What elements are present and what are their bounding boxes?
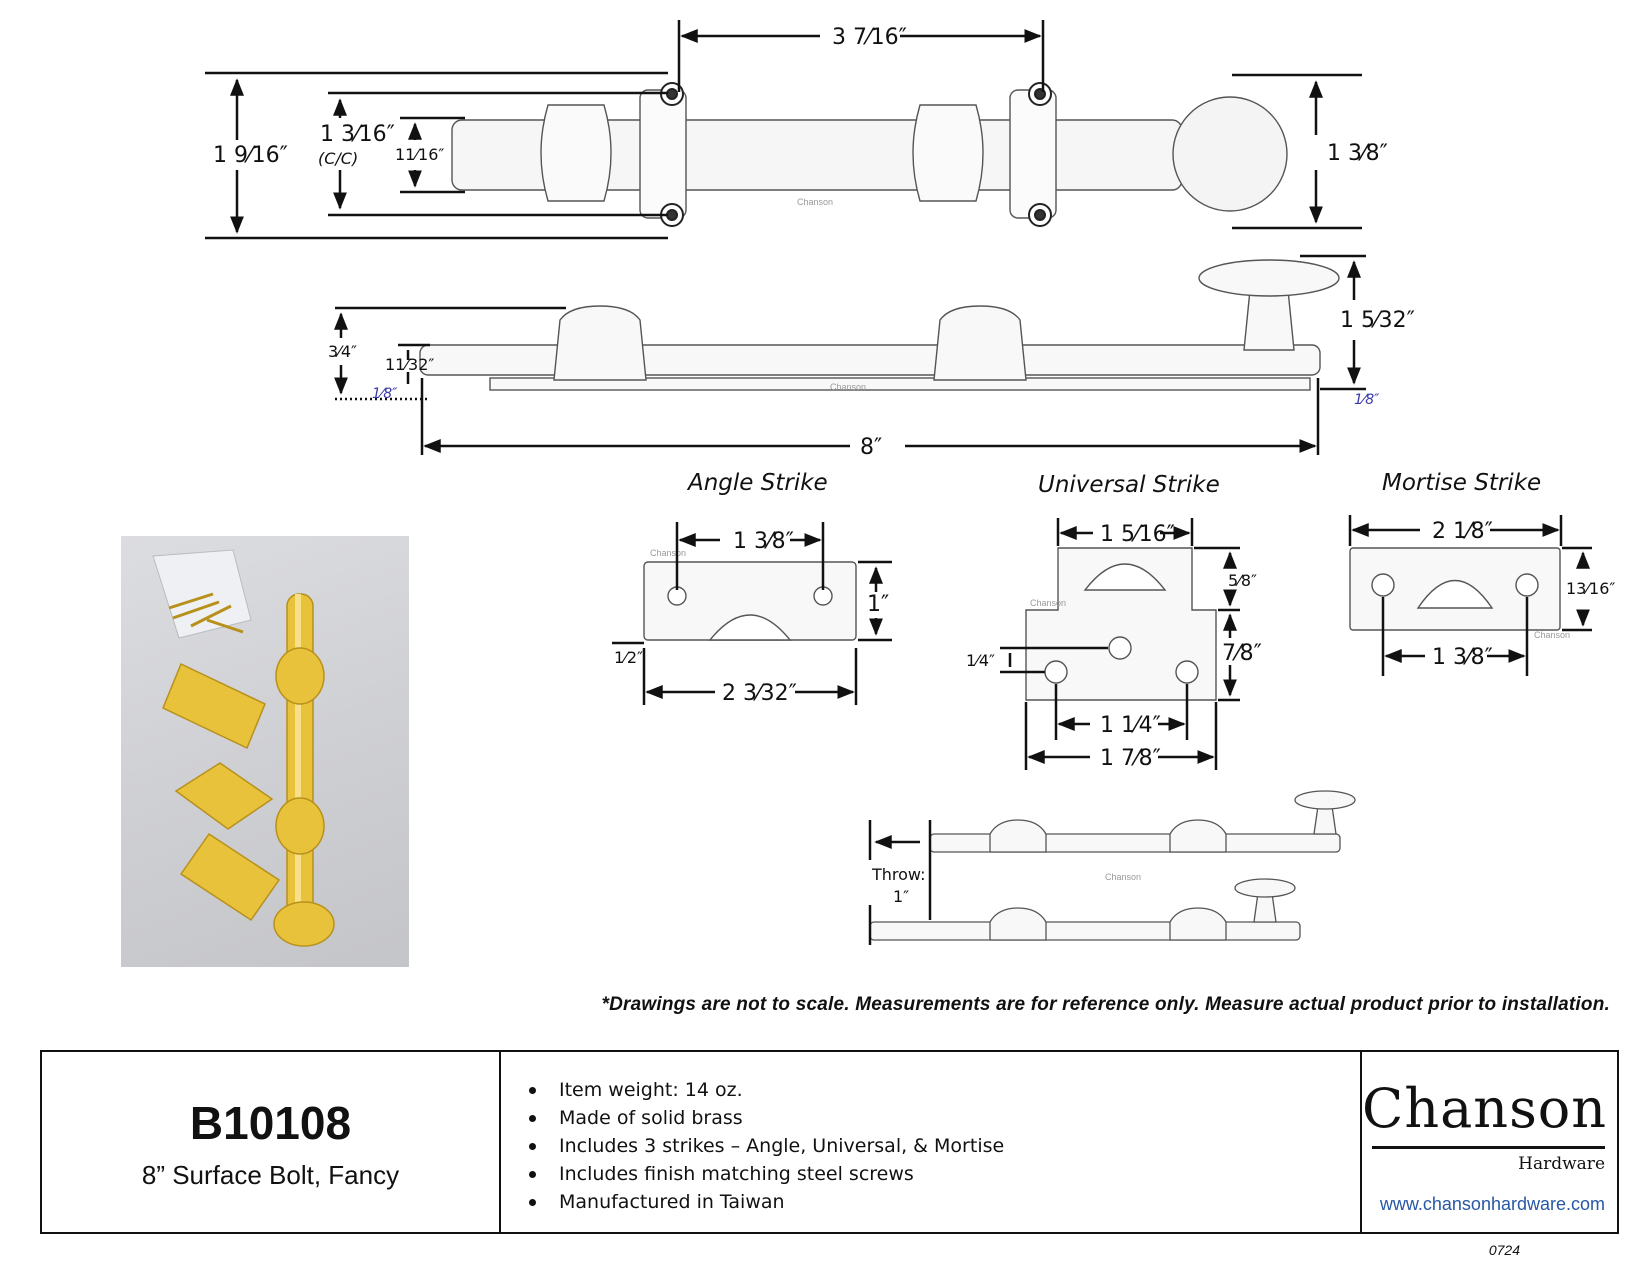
feature-text: Made of solid brass xyxy=(559,1107,743,1129)
dim-hole-spacing: 3 7⁄16″ xyxy=(832,25,907,50)
feature-text: Includes 3 strikes – Angle, Universal, & Mortise xyxy=(559,1135,1005,1157)
top-view-watermark: Chanson xyxy=(797,197,834,207)
brand-logo-rule xyxy=(1372,1146,1605,1149)
bullet-icon xyxy=(529,1115,536,1122)
product-features-cell xyxy=(501,1052,1362,1232)
feature-text: Item weight: 14 oz. xyxy=(559,1079,743,1101)
feature-item xyxy=(529,1188,1004,1216)
brand-logo: Chanson xyxy=(1362,1077,1608,1140)
universal-strike-title: Universal Strike xyxy=(1038,472,1220,498)
bullet-icon xyxy=(529,1143,536,1150)
universal-dim-width: 1 7⁄8″ xyxy=(1100,746,1161,771)
feature-text: Includes finish matching steel screws xyxy=(559,1163,914,1185)
website-link[interactable]: www.chansonhardware.com xyxy=(1379,1194,1605,1214)
feature-list xyxy=(529,1076,1004,1216)
throw-label: Throw: xyxy=(872,865,926,884)
universal-dim-lower-height: 7⁄8″ xyxy=(1222,641,1262,666)
angle-dim-hole-spacing: 1 3⁄8″ xyxy=(733,529,794,554)
screw-bag xyxy=(153,550,251,638)
top-view-drawing xyxy=(452,90,1287,218)
mortise-strike-drawing xyxy=(1350,548,1560,630)
document-code: 0724 xyxy=(1488,1242,1520,1258)
bullet-icon xyxy=(529,1171,536,1178)
dim-knob-height: 1 5⁄32″ xyxy=(1340,308,1415,333)
side-view-watermark: Chanson xyxy=(830,382,867,392)
dim-overall-height: 1 9⁄16″ xyxy=(213,143,288,168)
dim-offset-left: 1⁄8″ xyxy=(372,386,398,402)
mortise-strike-watermark: Chanson xyxy=(1534,630,1571,640)
mortise-dim-hole-spacing: 1 3⁄8″ xyxy=(1432,645,1493,670)
angle-strike-watermark: Chanson xyxy=(650,548,687,558)
throw-watermark: Chanson xyxy=(1105,872,1142,882)
side-view-drawing xyxy=(420,260,1339,390)
product-name: 8” Surface Bolt, Fancy xyxy=(141,1160,400,1190)
mortise-dim-width: 2 1⁄8″ xyxy=(1432,519,1493,544)
feature-text: Manufactured in Taiwan xyxy=(559,1191,785,1213)
product-id-cell xyxy=(42,1052,501,1232)
dim-bolt-diameter: 11⁄16″ xyxy=(395,145,445,164)
universal-strike-drawing xyxy=(1026,548,1216,700)
universal-dim-top-width: 1 5⁄16″ xyxy=(1100,522,1175,547)
universal-dim-hole-spacing: 1 1⁄4″ xyxy=(1100,713,1161,738)
brass-strikes xyxy=(163,664,279,920)
dim-offset-right: 1⁄8″ xyxy=(1354,392,1380,408)
mortise-strike-title: Mortise Strike xyxy=(1382,470,1542,496)
brass-bolt xyxy=(274,594,334,946)
feature-item xyxy=(529,1132,1004,1160)
feature-item xyxy=(529,1160,1004,1188)
feature-item xyxy=(529,1076,1004,1104)
throw-value: 1″ xyxy=(893,887,910,906)
brand-logo-sub: Hardware xyxy=(1518,1154,1605,1174)
bullet-icon xyxy=(529,1087,536,1094)
disclaimer: *Drawings are not to scale. Measurements are for reference only. Measure actual product prior to installation. xyxy=(601,994,1610,1015)
dim-cc-note: (C/C) xyxy=(318,149,359,168)
angle-dim-lip: 1⁄2″ xyxy=(614,648,644,667)
dim-knob-diameter: 1 3⁄8″ xyxy=(1327,141,1388,166)
dim-bolt-height: 11⁄32″ xyxy=(385,355,435,374)
dim-side-height: 3⁄4″ xyxy=(328,342,358,361)
angle-dim-height: 1″ xyxy=(867,592,890,617)
throw-drawing xyxy=(870,791,1355,940)
universal-dim-top-height: 5⁄8″ xyxy=(1228,571,1258,590)
product-photo-illustration xyxy=(121,536,409,967)
mortise-dim-height: 13⁄16″ xyxy=(1566,579,1616,598)
product-info-table xyxy=(40,1050,1619,1234)
angle-dim-width: 2 3⁄32″ xyxy=(722,681,797,706)
dim-center-to-center: 1 3⁄16″ xyxy=(320,122,395,147)
dim-overall-length: 8″ xyxy=(860,435,883,460)
brand-cell xyxy=(1362,1052,1617,1232)
universal-dim-offset: 1⁄4″ xyxy=(966,651,996,670)
product-photo xyxy=(121,536,409,967)
angle-strike-title: Angle Strike xyxy=(688,470,828,496)
product-model: B10108 xyxy=(189,1097,352,1149)
bullet-icon xyxy=(529,1199,536,1206)
universal-strike-watermark: Chanson xyxy=(1030,598,1067,608)
feature-item xyxy=(529,1104,1004,1132)
